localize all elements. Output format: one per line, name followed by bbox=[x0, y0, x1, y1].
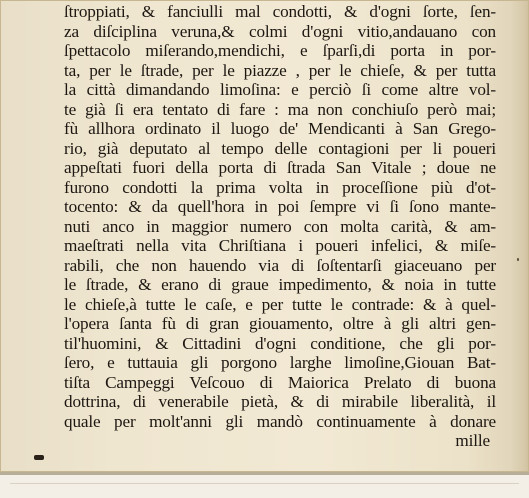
text-line-21: dottrina, di venerabile pietà, & di mirabile liberalità, il bbox=[64, 392, 496, 411]
page-text-block bbox=[64, 2, 496, 451]
text-line-1: ſtroppiati, & fanciulli mal condotti, & d'ogni ſorte, ſen- bbox=[64, 2, 496, 21]
text-line-11: tocento: & da quell'hora in poi ſempre vi ſi ſono mante- bbox=[64, 197, 496, 216]
ink-blot bbox=[34, 455, 44, 460]
text-line-13: maeſtrati nella vita Chriſtiana i poueri infelici, & miſe- bbox=[64, 236, 496, 255]
text-line-9: appeſtati fuori della porta di ſtrada San Vitale ; doue ne bbox=[64, 158, 496, 177]
catchword: mille bbox=[455, 431, 490, 450]
text-line-10: furono condotti la prima volta in proceſſione più d'ot- bbox=[64, 177, 496, 197]
text-line-4: ta, per le ſtrade, per le piazze , per le chieſe, & per tutta bbox=[64, 60, 496, 80]
bottom-strip bbox=[0, 472, 529, 498]
text-line-22: quale per molt'anni gli mandò continuamente à donare bbox=[64, 411, 496, 431]
text-line-14: rabili, che non hauendo via di ſoſtentarſi giaceuano per bbox=[64, 255, 496, 275]
text-line-16: le chieſe,à tutte le caſe, e per tutte le contrade: & à quel- bbox=[64, 294, 496, 314]
text-line-2: za diſciplina veruna,& colmi d'ogni vitio,andauano con bbox=[64, 21, 496, 41]
text-line-3: ſpettacolo miſerando,mendichi, e ſparſi,di porta in por- bbox=[64, 41, 496, 60]
text-line-19: ſero, e tuttauia gli porgono larghe limoſine,Giouan Bat- bbox=[64, 353, 496, 372]
text-line-5: la città dimandando limoſina: e perciò ſi come altre vol- bbox=[64, 80, 496, 99]
text-line-6: te già ſi era tentato di fare : ma non conchiuſo però mai; bbox=[64, 99, 496, 119]
text-line-15: le ſtrade, & erano di graue impedimento, & noia in tutte bbox=[64, 275, 496, 294]
text-line-17: l'opera ſanta fù di gran giouamento, oltre à gli altri gen- bbox=[64, 314, 496, 333]
text-line-20: tiſta Campeggi Veſcouo di Maiorica Prelato di buona bbox=[64, 372, 496, 392]
text-line-7: fù allhora ordinato il luogo de' Mendicanti à San Grego- bbox=[64, 119, 496, 138]
paper-speck bbox=[517, 258, 519, 261]
bottom-divider bbox=[10, 483, 519, 484]
page-right-edge bbox=[511, 0, 529, 472]
text-line-18: til'huomini, & Cittadini d'ogni conditione, che gli por- bbox=[64, 333, 496, 353]
text-line-8: rio, già deputato al tempo delle contagioni per li poueri bbox=[64, 138, 496, 158]
text-line-12: nuti anco in maggior numero con molta carità, & am- bbox=[64, 216, 496, 236]
